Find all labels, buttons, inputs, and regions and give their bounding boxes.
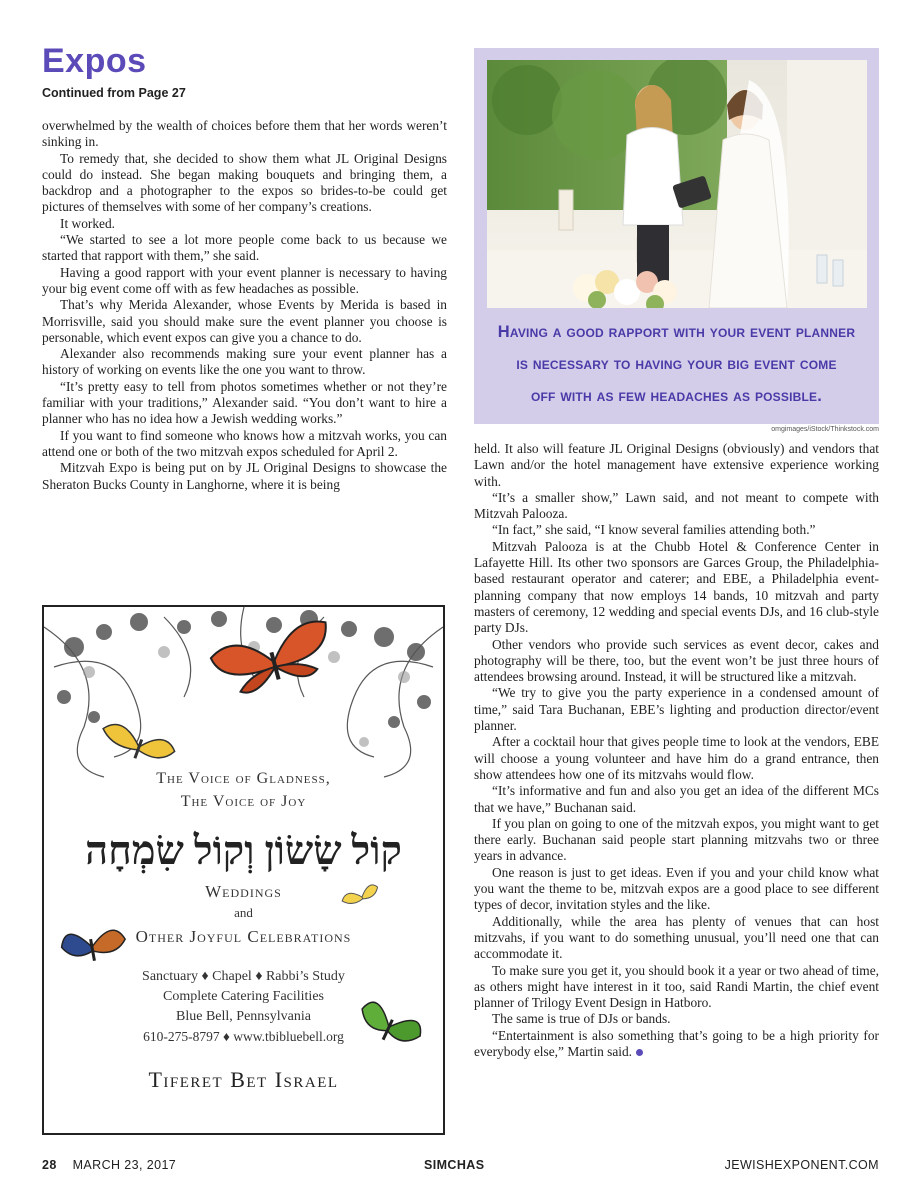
ad-weddings: Weddings bbox=[205, 882, 282, 901]
paragraph-text: “Entertainment is also something that’s going to be a high priority for everybody else,” Martin said. bbox=[474, 1027, 879, 1059]
article-paragraph bbox=[42, 460, 447, 493]
ad-and: and bbox=[234, 905, 253, 920]
article-paragraph bbox=[474, 1011, 879, 1027]
article-paragraph bbox=[42, 216, 447, 232]
continued-from-label: Continued from Page 27 bbox=[42, 86, 186, 100]
footer-website: JEWISHEXPONENT.COM bbox=[724, 1158, 879, 1172]
article-column-left bbox=[42, 118, 447, 493]
paragraph-text: The same is true of DJs or bands. bbox=[492, 1011, 671, 1027]
paragraph-text: “In fact,” she said, “I know several families attending both.” bbox=[492, 522, 816, 538]
article-paragraph bbox=[474, 441, 879, 490]
paragraph-text: held. It also will feature JL Original Designs (obviously) and vendors that Lawn and/or the hotel management have extensive experience working with. bbox=[474, 441, 879, 489]
paragraph-text: To remedy that, she decided to show them what JL Original Designs could do instead. She began making bouquets and bringing them, a backdrop and a photographer to the expos so brides-to-be could get pictures of themselves with some of her company’s creations. bbox=[42, 150, 447, 215]
paragraph-text: That’s why Merida Alexander, whose Events by Merida is based in Morrisville, said you should make sure the event planner you choose is personable, which event expos can give you a chance to do. bbox=[42, 297, 447, 345]
article-paragraph bbox=[474, 783, 879, 816]
article-paragraph bbox=[474, 522, 879, 538]
article-paragraph bbox=[474, 685, 879, 734]
ad-tagline-2: The Voice of Joy bbox=[180, 793, 307, 810]
paragraph-text: Mitzvah Expo is being put on by JL Original Designs to showcase the Sheraton Bucks County in Langhorne, where it is being bbox=[42, 460, 447, 492]
paragraph-text: One reason is just to get ideas. Even if you and your child know what you want the theme to be, mitzvah expos are a good place to see different types of decor, invitation styles and the like. bbox=[474, 864, 879, 913]
article-paragraph bbox=[474, 539, 879, 637]
article-paragraph bbox=[42, 265, 447, 298]
ad-venues: Sanctuary ♦ Chapel ♦ Rabbi’s Study bbox=[142, 969, 345, 984]
photo-illustration bbox=[487, 60, 867, 308]
article-paragraph bbox=[474, 816, 879, 865]
paragraph-text: If you plan on going to one of the mitzvah expos, you might want to get there early. Buchanan said people start planning mitzvahs two or three years in advance. bbox=[474, 815, 879, 864]
paragraph-text: After a cocktail hour that gives people time to look at the vendors, EBE will choose a young volunteer and have him do a grand entrance, then show attendees how one of its mitzvahs would flow. bbox=[474, 734, 879, 782]
article-paragraph bbox=[474, 1028, 879, 1061]
caption-line: is necessary to having your big event come bbox=[516, 355, 837, 373]
footer-page-date bbox=[42, 1158, 176, 1172]
paragraph-text: “It’s pretty easy to tell from photos sometimes whether or not they’re familiar with your traditions,” Alexander said. “You don’t want to hire a planner who has no idea how a Jewish wedding works.” bbox=[42, 378, 447, 427]
ad-congregation-name: Tiferet Bet Israel bbox=[148, 1067, 339, 1092]
page-number: 28 bbox=[42, 1158, 57, 1172]
article-paragraph bbox=[42, 428, 447, 461]
paragraph-text: Alexander also recommends making sure your event planner has a history of working on events like the one you want to throw. bbox=[42, 346, 447, 378]
photo-caption bbox=[474, 316, 879, 412]
ad-catering: Complete Catering Facilities bbox=[163, 989, 324, 1004]
ad-other-celebrations: Other Joyful Celebrations bbox=[135, 927, 352, 946]
ad-contact: 610-275-8797 ♦ www.tbibluebell.org bbox=[143, 1029, 344, 1044]
ad-hebrew-verse: קוֹל שָׂשׂוֹן וְקוֹל שִׂמְחָה bbox=[85, 828, 402, 873]
article-paragraph bbox=[42, 232, 447, 265]
paragraph-text: overwhelmed by the wealth of choices before them that her words weren’t sinking in. bbox=[42, 118, 447, 150]
paragraph-text: Mitzvah Palooza is at the Chubb Hotel & Conference Center in Lafayette Hill. Its other two sponsors are Garces Group, the Philadelphia-based restaurant operator and caterer; and EBE, a Philadelphia event-planning company that now employs 14 bands, 10 mitzvah and party masters of ceremony, 12 wedding and special events DJs, and 16 club-style party DJs. bbox=[474, 538, 879, 636]
article-paragraph bbox=[42, 379, 447, 428]
paragraph-text: “It’s informative and fun and also you get an idea of the different MCs that we have,” Buchanan said. bbox=[474, 783, 879, 815]
article-paragraph bbox=[42, 346, 447, 379]
paragraph-text: To make sure you get it, you should book it a year or two ahead of time, as others might have interest in it too, said Randi Martin, the chief event planner of Trilogy Event Design in Hatboro. bbox=[474, 962, 879, 1011]
article-paragraph bbox=[474, 637, 879, 686]
article-paragraph bbox=[42, 297, 447, 346]
photo-credit: omgimages/iStock/Thinkstock.com bbox=[771, 426, 879, 433]
article-paragraph bbox=[474, 490, 879, 523]
tiferet-bet-israel-ad bbox=[42, 605, 445, 1135]
article-column-right bbox=[474, 441, 879, 1060]
article-paragraph bbox=[474, 865, 879, 914]
footer-section: SIMCHAS bbox=[424, 1158, 485, 1172]
paragraph-text: If you want to find someone who knows how a mitzvah works, you can attend one or both of the two mitzvah expos scheduled for April 2. bbox=[42, 427, 447, 459]
paragraph-text: Additionally, while the area has plenty of venues that can host mitzvahs, if you want to do something unusual, you’ll need one that can accommodate it. bbox=[474, 913, 879, 962]
article-paragraph bbox=[42, 118, 447, 151]
paragraph-text: “We try to give you the party experience in a condensed amount of time,” said Tara Buchanan, EBE’s lighting and production director/event planner. bbox=[474, 685, 879, 734]
article-paragraph bbox=[42, 151, 447, 216]
issue-date: MARCH 23, 2017 bbox=[72, 1158, 177, 1172]
caption-line: Having a good rapport with your event planner bbox=[497, 323, 856, 341]
article-paragraph bbox=[474, 963, 879, 1012]
paragraph-text: Having a good rapport with your event planner is necessary to having your big event come off with as few headaches as possible. bbox=[42, 264, 447, 296]
article-paragraph bbox=[474, 914, 879, 963]
paragraph-text: Other vendors who provide such services as event decor, cakes and photography will be there, too, but the event won’t be just three hours of attendees browsing around. Instead, it will be structured like a mitzvah. bbox=[474, 636, 879, 685]
ad-location: Blue Bell, Pennsylvania bbox=[176, 1009, 311, 1024]
section-title: Expos bbox=[42, 42, 147, 80]
paragraph-text: It worked. bbox=[60, 215, 116, 231]
paragraph-text: “It’s a smaller show,” Lawn said, and not meant to compete with Mitzvah Palooza. bbox=[474, 489, 879, 522]
wedding-planner-photo bbox=[487, 60, 867, 308]
article-paragraph bbox=[474, 734, 879, 783]
ad-tagline-1: The Voice of Gladness, bbox=[156, 770, 331, 787]
caption-line: off with as few headaches as possible. bbox=[530, 387, 823, 405]
paragraph-text: “We started to see a lot more people come back to us because we started that rapport with them,” she said. bbox=[42, 232, 447, 264]
end-of-article-bullet bbox=[636, 1049, 643, 1056]
